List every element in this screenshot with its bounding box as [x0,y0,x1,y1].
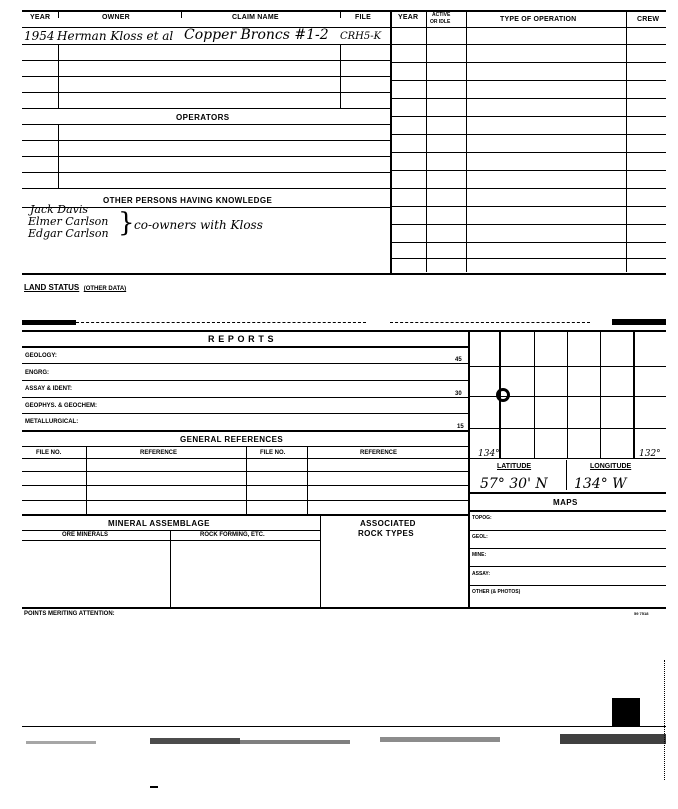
divider [468,492,666,494]
divider [22,124,390,125]
divider [22,44,390,45]
divider [22,446,468,447]
divider [22,397,468,398]
map-row-assay: ASSAY: [472,571,491,577]
divider [390,322,590,323]
divider [390,224,666,225]
divider [22,188,390,189]
divider [22,514,468,516]
divider [390,206,666,207]
location-marker-icon [496,388,510,402]
person-1: Jack Davis [30,203,89,216]
right-lon-tick: 132° [639,449,661,459]
reports-title: R E P O R T S [208,334,275,344]
ink-smudge [560,734,666,744]
divider [22,140,390,141]
divider [390,98,666,99]
header-owner: OWNER [102,14,130,21]
divider [22,363,468,364]
divider [566,460,567,490]
ink-speck [150,786,158,788]
divider [390,152,666,153]
entry-owner: Herman Kloss et al [57,29,174,43]
rock-types-label: ROCK TYPES [358,529,415,538]
divider [246,446,247,514]
divider [320,514,321,607]
divider [22,471,468,472]
divider [22,607,666,609]
person-2: Elmer Carlson [28,215,109,228]
report-num-assay: 30 [455,391,462,397]
reference-header-2: REFERENCE [360,450,398,456]
divider [22,380,468,381]
points-meriting-attention-label: POINTS MERITING ATTENTION: [24,611,115,617]
divider [340,44,341,108]
divider [22,346,468,348]
divider [340,10,341,18]
ink-smudge [380,737,500,742]
divider [22,413,468,414]
divider [76,322,366,323]
entry-year: 1954 [24,29,55,43]
entry-file: CRH5-K [340,31,382,42]
maps-label: MAPS [553,498,578,507]
ink-smudge [150,738,240,744]
general-references-label: GENERAL REFERENCES [180,435,284,444]
divider [22,27,666,28]
report-label-engrg: ENGRG: [25,370,49,376]
land-status-label: LAND STATUS [24,283,80,292]
divider [626,10,627,272]
longitude-value: 134° W [574,476,627,492]
report-label-geology: GEOLOGY: [25,353,57,359]
divider [170,530,171,607]
report-num-geology: 45 [455,357,462,363]
land-status-sublabel: (OTHER DATA) [83,286,127,292]
divider [390,242,666,243]
associated-label: ASSOCIATED [360,519,416,528]
divider [22,726,666,727]
divider [390,258,666,259]
persons-note: co-owners with Kloss [134,218,263,232]
longitude-label: LONGITUDE [590,463,632,470]
divider [181,10,182,18]
divider [390,10,392,275]
file-no-header-2: FILE NO. [260,450,286,456]
brace-icon: } [118,208,135,238]
divider [426,10,427,272]
report-label-assay: ASSAY & IDENT: [25,386,73,392]
divider [390,170,666,171]
land-status [24,277,126,295]
divider [22,430,468,432]
rock-forming-label: ROCK FORMING, ETC. [200,532,265,538]
divider [468,548,666,549]
header-year: YEAR [30,14,51,21]
divider [390,116,666,117]
divider [22,92,390,93]
divider [86,446,87,514]
divider [22,108,390,109]
entry-claim: Copper Broncs #1-2 [184,27,329,43]
divider [58,10,59,18]
header-file: FILE [355,14,371,21]
report-num-metallurgical: 15 [457,424,464,430]
divider [58,44,59,108]
person-3: Edgar Carlson [28,227,109,240]
divider [390,62,666,63]
divider [468,530,666,531]
ink-smudge [612,319,666,325]
grid-line [567,330,568,458]
divider [22,530,320,531]
divider [390,44,666,45]
header-year-2: YEAR [398,14,419,21]
left-lon-tick: 134° [478,449,500,459]
map-row-geol: GEOL: [472,534,488,540]
divider [22,60,390,61]
grid-line [468,366,666,367]
other-persons-label: OTHER PERSONS HAVING KNOWLEDGE [103,196,273,205]
header-type-of-operation: TYPE OF OPERATION [500,16,577,23]
report-label-geophys: GEOPHYS. & GEOCHEM: [25,403,98,409]
divider [22,172,390,173]
file-no-header-1: FILE NO. [36,450,62,456]
divider [390,134,666,135]
grid-line [600,330,601,458]
map-row-topog: TOPOG: [472,515,492,521]
operators-label: OPERATORS [176,113,230,122]
mineral-assemblage-label: MINERAL ASSEMBLAGE [108,519,210,528]
report-label-metallurgical: METALLURGICAL: [25,419,79,425]
latitude-value: 57° 30' N [480,476,548,492]
grid-line [534,330,535,458]
divider [390,80,666,81]
divider [22,500,468,501]
divider [468,585,666,586]
ink-smudge [26,741,96,744]
divider [22,540,320,541]
header-active: ACTIVE [432,12,451,18]
header-or-idle: OR IDLE [430,19,451,25]
map-row-other: OTHER (& PHOTOS) [472,589,521,595]
ink-blot [612,698,640,726]
divider [58,124,59,188]
divider [466,10,467,272]
scan-edge [664,660,665,780]
latitude-label: LATITUDE [497,463,532,470]
ink-smudge [240,740,350,744]
divider [22,330,666,332]
divider [22,156,390,157]
divider [22,458,468,459]
divider [468,566,666,567]
divider [22,76,390,77]
ore-minerals-label: ORE MINERALS [62,532,109,538]
divider [22,485,468,486]
divider [390,188,666,189]
grid-line [633,330,635,458]
grid-line [468,428,666,429]
header-crew: CREW [637,16,660,23]
ink-smudge [22,320,76,325]
map-row-mine: MINE: [472,552,487,558]
header-claim-name: CLAIM NAME [232,14,279,21]
divider [22,273,666,275]
divider [22,10,666,12]
reference-header-1: REFERENCE [140,450,178,456]
form-number: 59 7518 [634,611,649,616]
divider [307,446,308,514]
divider [468,510,666,512]
